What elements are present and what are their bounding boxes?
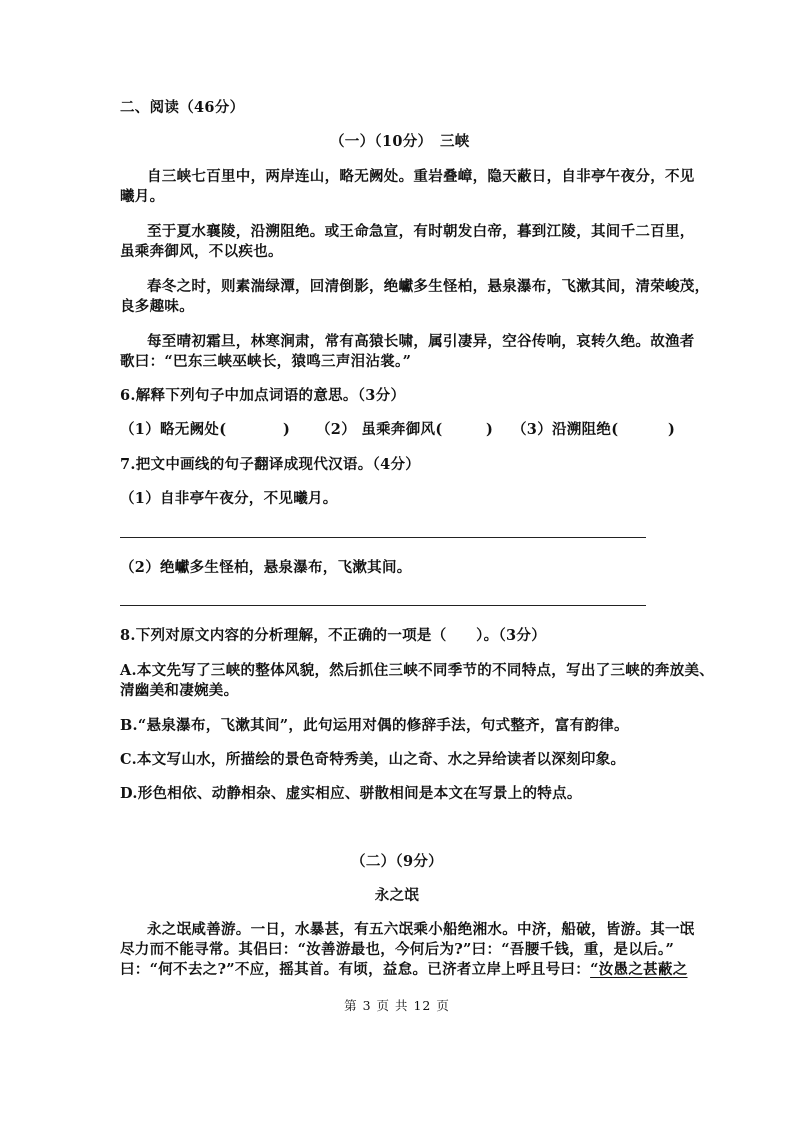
- passage1-p2-line1: 至于夏水襄陵，沿溯阻绝。或王命急宣，有时朝发白帝，暮到江陵，其间千二百里，: [147, 223, 695, 240]
- section-heading: 二、阅读（46分）: [120, 99, 245, 116]
- q6-item-1-text: （1）略无阙处(: [120, 421, 227, 438]
- passage2-line3-text: 曰：“何不去之?”不应，摇其首。有顷，益怠。已济者立岸上呼且号曰：: [120, 961, 591, 978]
- q8-option-d: D.形色相依、动静相杂、虚实相应、骈散相间是本文在写景上的特点。: [120, 785, 582, 802]
- part1-subtitle: 三峡: [440, 133, 470, 150]
- q6-item-1-close: ): [283, 421, 291, 438]
- passage1-p1-line1: 自三峡七百里中，两岸连山，略无阙处。重岩叠嶂，隐天蔽日，自非亭午夜分，不见: [147, 168, 695, 185]
- q6-item-2: [316, 420, 443, 440]
- passage2-line3: [120, 960, 688, 980]
- q6-item-3-text: （3）沿溯阻绝(: [512, 421, 619, 438]
- q8-option-a-line2: 清幽美和凄婉美。: [120, 682, 239, 699]
- q7-answer-line-2[interactable]: [120, 605, 646, 606]
- passage1-p3-line2: 良多趣味。: [120, 298, 194, 315]
- q8-option-a-line1: A.本文先写了三峡的整体风貌，然后抓住三峡不同季节的不同特点，写出了三峡的奔放美、: [120, 662, 715, 679]
- passage2-line2: 尽力而不能寻常。其侣曰：“汝善游最也，今何后为?”曰：“吾腰千钱，重，是以后。”: [120, 941, 675, 958]
- part1-title: （一）（10分）: [330, 133, 433, 150]
- passage1-p4-line2: 歌曰：“巴东三峡巫峡长，猿鸣三声泪沾裳。”: [120, 353, 412, 370]
- q7-stem: 7.把文中画线的句子翻译成现代汉语。（4分）: [120, 456, 421, 473]
- passage1-p2-line2: 虽乘奔御风，不以疾也。: [120, 243, 283, 260]
- q8-stem: 8.下列对原文内容的分析理解，不正确的一项是（ ）。（3分）: [120, 627, 547, 644]
- q6-item-1: [120, 420, 226, 440]
- q7-answer-line-1[interactable]: [120, 537, 646, 538]
- q7-item-1: （1）自非亭午夜分，不见曦月。: [120, 490, 338, 507]
- q6-stem: 6.解释下列句子中加点词语的意思。（3分）: [120, 387, 406, 404]
- passage1-p3-line1: 春冬之时，则素湍绿潭，回清倒影，绝巘多生怪柏，悬泉瀑布，飞漱其间，清荣峻茂，: [147, 278, 710, 295]
- q6-item-3-close: ): [668, 421, 676, 438]
- passage2-underlined-sentence: “汝愚之甚蔽之: [590, 961, 688, 978]
- q6-item-3: [512, 420, 618, 440]
- part2-title: （二）（9分）: [351, 853, 443, 870]
- q6-item-2-text: （2） 虽乘奔御风(: [316, 421, 443, 438]
- passage1-p1-line2: 曦月。: [120, 188, 165, 205]
- passage1-p4-line1: 每至晴初霜旦，林寒涧肃，常有高猿长啸，属引凄异，空谷传响，哀转久绝。故渔者: [147, 333, 695, 350]
- q7-item-2: （2）绝巘多生怪柏，悬泉瀑布，飞漱其间。: [120, 559, 412, 576]
- page-number: 第 3 页 共 12 页: [344, 998, 450, 1013]
- q6-item-2-close: ): [486, 421, 494, 438]
- q8-option-c: C.本文写山水，所描绘的景色奇特秀美，山之奇、水之异给读者以深刻印象。: [120, 751, 626, 768]
- part2-subtitle: 永之氓: [374, 887, 420, 904]
- passage2-line1: 永之氓咸善游。一日，水暴甚，有五六氓乘小船绝湘水。中济，船破，皆游。其一氓: [147, 921, 695, 938]
- q8-option-b: B.“悬泉瀑布，飞漱其间”，此句运用对偶的修辞手法，句式整齐，富有韵律。: [120, 717, 629, 734]
